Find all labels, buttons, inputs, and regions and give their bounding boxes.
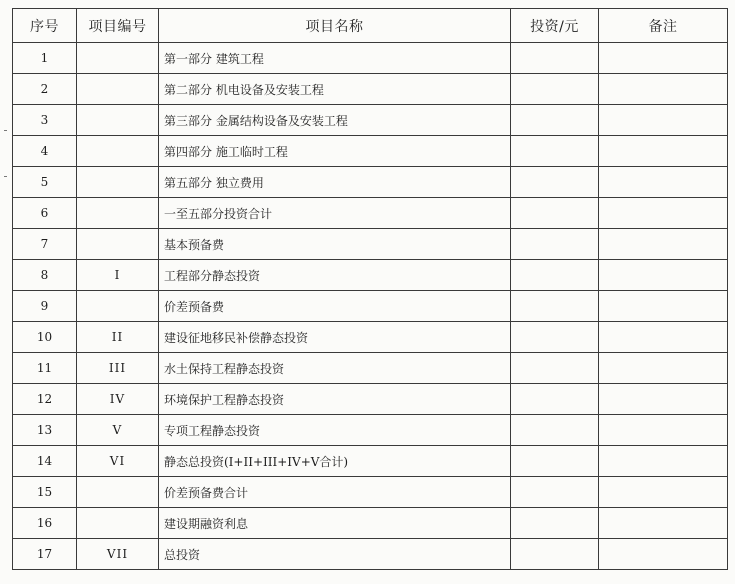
row-investment-cell bbox=[511, 260, 599, 291]
table-row bbox=[13, 229, 728, 260]
header-name: 项目名称 bbox=[159, 9, 511, 43]
row-note-cell bbox=[599, 415, 728, 446]
row-seq-cell: 14 bbox=[13, 446, 77, 477]
row-investment-cell bbox=[511, 539, 599, 570]
row-code-cell: VII bbox=[77, 539, 159, 570]
table-row bbox=[13, 167, 728, 198]
row-code-cell bbox=[77, 291, 159, 322]
table-row bbox=[13, 446, 728, 477]
row-note-cell bbox=[599, 508, 728, 539]
table-row bbox=[13, 384, 728, 415]
row-code-cell bbox=[77, 229, 159, 260]
row-seq-cell: 17 bbox=[13, 539, 77, 570]
row-seq-cell: 11 bbox=[13, 353, 77, 384]
row-note-cell bbox=[599, 198, 728, 229]
row-investment-cell bbox=[511, 446, 599, 477]
row-investment-cell bbox=[511, 136, 599, 167]
investment-summary-sheet bbox=[12, 8, 728, 570]
row-note-cell bbox=[599, 43, 728, 74]
investment-table bbox=[12, 8, 728, 570]
row-investment-cell bbox=[511, 384, 599, 415]
row-code-cell bbox=[77, 43, 159, 74]
row-name-cell: 建设期融资利息 bbox=[159, 508, 511, 539]
table-header bbox=[13, 9, 728, 43]
row-code-cell bbox=[77, 136, 159, 167]
header-investment: 投资/元 bbox=[511, 9, 599, 43]
row-name-cell: 专项工程静态投资 bbox=[159, 415, 511, 446]
table-row bbox=[13, 322, 728, 353]
row-name-cell: 总投资 bbox=[159, 539, 511, 570]
row-investment-cell bbox=[511, 477, 599, 508]
row-seq-cell: 7 bbox=[13, 229, 77, 260]
table-row bbox=[13, 74, 728, 105]
row-seq-cell: 3 bbox=[13, 105, 77, 136]
header-code: 项目编号 bbox=[77, 9, 159, 43]
row-note-cell bbox=[599, 229, 728, 260]
row-seq-cell: 8 bbox=[13, 260, 77, 291]
row-note-cell bbox=[599, 446, 728, 477]
row-investment-cell bbox=[511, 353, 599, 384]
row-seq-cell: 16 bbox=[13, 508, 77, 539]
row-investment-cell bbox=[511, 198, 599, 229]
row-note-cell bbox=[599, 291, 728, 322]
row-code-cell bbox=[77, 477, 159, 508]
row-name-cell: 第四部分 施工临时工程 bbox=[159, 136, 511, 167]
row-investment-cell bbox=[511, 322, 599, 353]
row-code-cell: III bbox=[77, 353, 159, 384]
row-investment-cell bbox=[511, 167, 599, 198]
row-note-cell bbox=[599, 353, 728, 384]
table-row bbox=[13, 539, 728, 570]
row-code-cell: I bbox=[77, 260, 159, 291]
row-investment-cell bbox=[511, 105, 599, 136]
row-note-cell bbox=[599, 74, 728, 105]
row-investment-cell bbox=[511, 43, 599, 74]
header-seq: 序号 bbox=[13, 9, 77, 43]
row-investment-cell bbox=[511, 74, 599, 105]
row-investment-cell bbox=[511, 415, 599, 446]
row-seq-cell: 2 bbox=[13, 74, 77, 105]
row-note-cell bbox=[599, 322, 728, 353]
row-name-cell: 价差预备费合计 bbox=[159, 477, 511, 508]
table-row bbox=[13, 43, 728, 74]
row-name-cell: 价差预备费 bbox=[159, 291, 511, 322]
row-investment-cell bbox=[511, 291, 599, 322]
table-row bbox=[13, 415, 728, 446]
row-code-cell: IV bbox=[77, 384, 159, 415]
row-note-cell bbox=[599, 539, 728, 570]
row-name-cell: 第三部分 金属结构设备及安装工程 bbox=[159, 105, 511, 136]
row-name-cell: 静态总投资(I+II+III+IV+V合计) bbox=[159, 446, 511, 477]
row-seq-cell: 4 bbox=[13, 136, 77, 167]
table-row bbox=[13, 353, 728, 384]
margin-mark bbox=[4, 130, 7, 131]
row-seq-cell: 9 bbox=[13, 291, 77, 322]
row-code-cell bbox=[77, 74, 159, 105]
table-body bbox=[13, 43, 728, 570]
table-row bbox=[13, 291, 728, 322]
row-code-cell bbox=[77, 198, 159, 229]
table-row bbox=[13, 105, 728, 136]
row-note-cell bbox=[599, 477, 728, 508]
row-code-cell bbox=[77, 105, 159, 136]
row-seq-cell: 13 bbox=[13, 415, 77, 446]
table-row bbox=[13, 508, 728, 539]
row-name-cell: 第二部分 机电设备及安装工程 bbox=[159, 74, 511, 105]
table-row bbox=[13, 260, 728, 291]
row-seq-cell: 15 bbox=[13, 477, 77, 508]
row-name-cell: 水土保持工程静态投资 bbox=[159, 353, 511, 384]
row-code-cell bbox=[77, 508, 159, 539]
row-code-cell: VI bbox=[77, 446, 159, 477]
row-code-cell: II bbox=[77, 322, 159, 353]
table-row bbox=[13, 477, 728, 508]
row-investment-cell bbox=[511, 229, 599, 260]
row-name-cell: 环境保护工程静态投资 bbox=[159, 384, 511, 415]
row-seq-cell: 5 bbox=[13, 167, 77, 198]
row-name-cell: 第一部分 建筑工程 bbox=[159, 43, 511, 74]
row-seq-cell: 6 bbox=[13, 198, 77, 229]
row-name-cell: 工程部分静态投资 bbox=[159, 260, 511, 291]
row-seq-cell: 10 bbox=[13, 322, 77, 353]
row-name-cell: 建设征地移民补偿静态投资 bbox=[159, 322, 511, 353]
row-note-cell bbox=[599, 136, 728, 167]
row-code-cell: V bbox=[77, 415, 159, 446]
row-note-cell bbox=[599, 105, 728, 136]
row-name-cell: 第五部分 独立费用 bbox=[159, 167, 511, 198]
table-row bbox=[13, 198, 728, 229]
margin-mark bbox=[4, 176, 7, 177]
table-row bbox=[13, 136, 728, 167]
row-name-cell: 一至五部分投资合计 bbox=[159, 198, 511, 229]
row-seq-cell: 12 bbox=[13, 384, 77, 415]
row-investment-cell bbox=[511, 508, 599, 539]
row-name-cell: 基本预备费 bbox=[159, 229, 511, 260]
row-code-cell bbox=[77, 167, 159, 198]
row-seq-cell: 1 bbox=[13, 43, 77, 74]
row-note-cell bbox=[599, 167, 728, 198]
row-note-cell bbox=[599, 260, 728, 291]
header-note: 备注 bbox=[599, 9, 728, 43]
row-note-cell bbox=[599, 384, 728, 415]
